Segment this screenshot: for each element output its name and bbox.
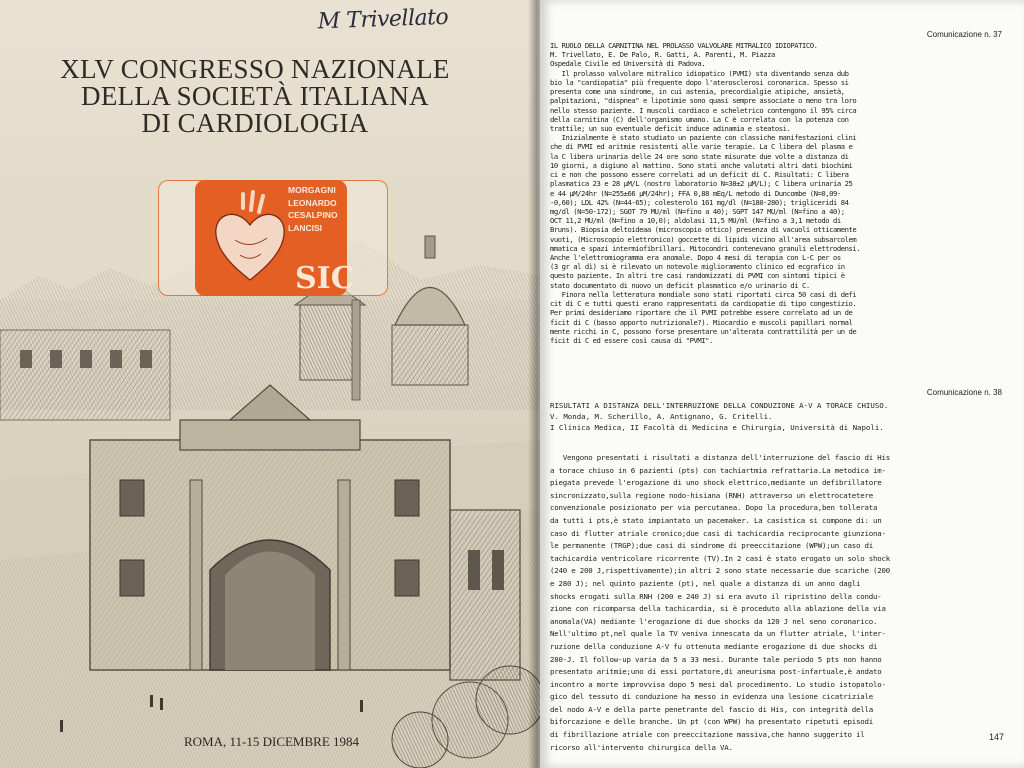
cover-title-line: XLV CONGRESSO NAZIONALE [60, 54, 450, 84]
text-line: Anche l'elettromiogramma era anomale. Dopo 4 mesi di terapia con L-C per os [550, 253, 841, 263]
abstract-37-text [550, 41, 1018, 345]
text-line: -0,60); LDL 42% (N=44-65); colesterolo 161 mg/dl (N=180-280); trigliceridi 84 [550, 197, 849, 207]
cover-title-line: DI CARDIOLOGIA [141, 108, 369, 138]
text-line: la C libera urinaria delle 24 ore sono state misurate due volte a distanza di [550, 151, 849, 161]
handwritten-signature: M Trivellato [317, 4, 449, 35]
text-line: e 280 J); nel quinto paziente (pt), nel quale a distanza di un anno dagli [550, 578, 861, 588]
text-line: RISULTATI A DISTANZA DELL'INTERRUZIONE DELLA CONDUZIONE A-V A TORACE CHIUSO. [550, 401, 889, 410]
sic-monogram: SIC [295, 261, 355, 296]
text-line: anomala(VA) mediante l'erogazione di due shocks da 120 J nel seno coronarico. [550, 616, 878, 626]
text-line: zione con ricomparsa della tachicardia, si è proceduto alla ablazione della via [550, 604, 886, 614]
text-line: Bruns). Biopsia deltoideaa (microscopio ottico) presenza di vacuoli otticamente [550, 225, 857, 235]
text-line: cit di C e tutti questi erano rappresentati da cardiopatie di tipo congestizio. [550, 299, 857, 309]
page-number: 147 [988, 732, 1004, 742]
text-line: da tutti i pts,è stato impiantato un pacemaker. La casistica si compone di: un [550, 515, 882, 525]
text-line: shocks erogati sulla RNH (200 e 240 J) si era avuto il ripristino della condu- [550, 591, 882, 601]
text-line: Ospedale Civile ed Università di Padova. [550, 59, 706, 69]
text-line: trattile; un suo eventuale deficit induce adinamia e steatosi. [550, 123, 791, 133]
text-line: caso di flutter atriale cronico;due casi di tachicardia reciprocante giunziona- [550, 528, 886, 538]
text-line: palpitazioni, "dispnea" e lipotimie sono quasi sempre associate o meno tra loro [550, 96, 857, 106]
text-line: Finora nella letteratura mondiale sono stati riportati circa 50 casi di defi [550, 289, 857, 299]
text-line: vuoti, (Microscopio elettronico) goccette di lipidi vicino all'area subsarcolem [550, 234, 857, 244]
text-line: e 44 µM/24hr (N=255±66 µM/24hr); FFA 0,88 mEq/L metodo di Duncombe (N=0,09- [550, 188, 841, 198]
abstract-page [540, 0, 1024, 768]
text-line: Vengono presentati i risultati a distanza dell'interruzione del fascio di His [550, 453, 890, 462]
text-line: convenzionale posizionato per via percutanea. Dopo la procedura,ben tollerata [550, 503, 878, 513]
text-line: gico del tessuto di conduzione ha messo in evidenza una lesione cicatriziale [550, 692, 873, 702]
text-line: 280-J. Il follow-up varia da 5 a 33 mesi. Durante tale periodo 5 pts non hanno [550, 654, 882, 664]
text-line: ruzione della conduzione A-V fu ottenuta mediante erogazione di due shocks di [550, 641, 878, 651]
text-line: piegata prevede l'erogazione di uno shock elettrico,mediante un defibrillatore [550, 478, 882, 488]
logo-name: CESALPINO [288, 210, 338, 220]
text-line: ricorso all'intervento chirurgica della VA. [550, 742, 733, 752]
text-line: mente ricchi in C, possono forse presentare un'alterata contrattilità per un de [550, 326, 857, 336]
logo-name: MORGAGNI [288, 185, 336, 195]
abstract-38-header [550, 400, 1018, 433]
text-line: M. Trivellato, E. De Palo, R. Gatti, A. Parenti, M. Piazza [550, 50, 775, 60]
text-line: mg/dl (N=50-172); SGOT 79 MU/ml (N=fino a 40); SGPT 147 MU/ml (N=fino a 40); [550, 206, 845, 216]
communication-label-38: Comunicazione n. 38 [926, 388, 1002, 397]
text-line: (240 e 200 J,rispettivamente);in altri 2 sono state necessarie due scariche (200 [550, 566, 890, 576]
text-line: del nodo A-V e della parte penetrante del fascio di His, con integrità della [550, 704, 873, 714]
text-line: sincronizzato,sulla regione nodo-hisiana (RNH) attraverso un elettrocatetere [550, 490, 873, 500]
text-line: bio la "cardiopatia" più frequente dopo l'aterosclerosi coronarica. Spesso si [550, 77, 849, 87]
communication-label-37: Comunicazione n. 37 [926, 30, 1002, 39]
text-line: IL RUOLO DELLA CARNITINA NEL PROLASSO VALVOLARE MITRALICO IDIOPATICO. [550, 41, 818, 50]
text-line: ci e non che possono essere correlati ad un deficit di C. Risultati: C libera [550, 170, 849, 180]
text-line: stato documentato di nuovo un deficit plasmatico e/o urinario di C. [550, 280, 810, 290]
cover-location-date: ROMA, 11-15 DICEMBRE 1984 [184, 734, 360, 749]
text-line: nello stesso paziente. I muscoli cardiaco e scheletrico contengono il 95% circa [550, 105, 857, 115]
cover-title [0, 56, 510, 137]
cover-title-line: DELLA SOCIETÀ ITALIANA [81, 81, 429, 111]
text-line: a torace chiuso in 6 pazienti (pts) con tachiartmia refrattaria.La metodica im- [550, 465, 886, 475]
text-line: questo paziente. In altri tre casi randomizzati di PVMI con sintomi tipici è [550, 271, 845, 281]
logo-name: LANCISI [288, 222, 322, 233]
text-line: I Clinica Medica, II Facoltà di Medicina e Chirurgia, Università di Napoli. [550, 423, 884, 432]
text-line: che di PVMI ed aritmie resistenti alle varie terapie. La C libera del plasma e [550, 142, 853, 152]
text-line: tachicardia ventricolare ricorrente (TV).In 2 casi è stato erogato un solo shock [550, 553, 890, 563]
text-line: mmatica e spazi intermiofibrillari. Mitocondri contenevano granuli elettrodensi. [550, 243, 861, 253]
text-line: (3 gr al dì) si è rilevato un notevole miglioramento clinico ed ecgrafico in [550, 262, 845, 272]
logo-name: LEONARDO [288, 197, 337, 208]
text-line: Nell'ultimo pt,nel quale la TV veniva innescata da un flutter atriale, l'inter- [550, 629, 886, 639]
text-line: biforcazione e delle branche. Un pt (con WPW) ha presentato ripetuti episodi [550, 717, 873, 727]
text-line: le permanente (TRGP);due casi di sindrome di preeccitazione (WPW);un caso di [550, 541, 873, 551]
text-line: V. Monda, M. Scherillo, A. Antignano, G. Critelli. [550, 412, 773, 421]
text-line: Inizialmente è stato studiato un paziente con classiche manifestazioni clini [550, 133, 857, 143]
text-line: presenta come una sindrome, in cui astenia, precordialgie atipiche, ansietà, [550, 87, 845, 97]
text-line: OCT 11,2 MU/ml (N=fino a 10,0); aldolasi 11,5 MU/ml (N=fino a 3,1 metodo di [550, 216, 841, 226]
text-line: Per primi desideriamo riportare che il PVMI potrebbe essere correlato ad un de [550, 308, 853, 318]
text-line: Il prolasso valvolare mitralico idiopatico (PVMI) sta diventando senza dub [550, 68, 849, 78]
text-line: 10 giorni, a digiuno al mattino. Sono stati anche valutati altri dati biochimi [550, 160, 853, 170]
text-line: plasmatica 23 e 28 µM/L (nostro laboratorio N=38±2 µM/L); C libera urinaria 25 [550, 179, 853, 189]
logo-names [288, 184, 368, 234]
text-line: ficit di C (basso apporto nutrizionale?). Miocardio e muscoli papillari normal [550, 317, 853, 327]
text-line: presentato aritmie;uno di essi portatore,di aneurisma post-infartuale,è andato [550, 667, 882, 677]
text-line: incontro a morte improvvisa dopo 5 mesi dal procedimento. Lo studio istopatolo- [550, 679, 886, 689]
text-line: ficit di C ed essere così causa di "PVMI". [550, 336, 713, 345]
text-line: della carnitina (C) dell'organismo umano. La C è correlata con la potenza con [550, 114, 849, 124]
abstract-38-text [550, 452, 1018, 754]
text-line: di fibrillazione atriale con preeccitazione massiva,che hanno suggerito il [550, 730, 865, 740]
